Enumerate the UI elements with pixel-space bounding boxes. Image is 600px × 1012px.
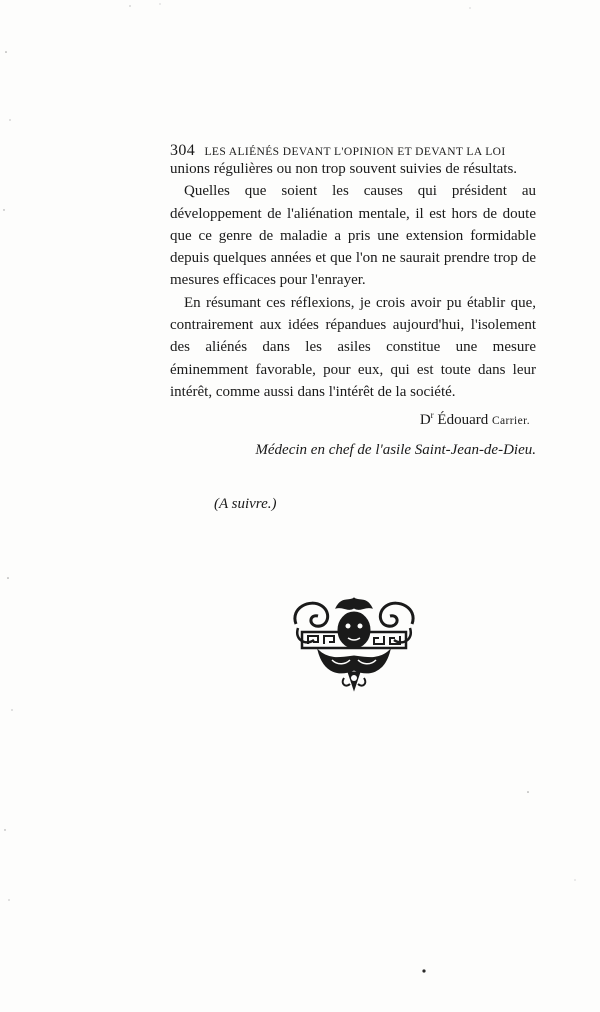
author-prefix-sup: r [430,410,434,420]
running-title: LES ALIÉNÉS DEVANT L'OPINION ET DEVANT LA LOI [204,146,506,158]
author-title: Médecin en chef de l'asile Saint-Jean-de-Dieu. [255,442,536,458]
author-first-name: Édouard [437,412,489,428]
body-text [170,158,536,403]
author-signature [170,412,536,429]
paragraph: En résumant ces réflexions, je crois avoir pu établir que, contrairement aux idées répandues aujourd'hui, l'isolement des aliénés dans les asiles constitue une mesure éminemment favorable, pour eux, qui est toute dans leur intérêt, comme aussi dans l'intérêt de la société. [170,294,536,400]
page-number: 304 [170,142,196,159]
paragraph-continuation: unions régulières ou non trop souvent suivies de résultats. [170,161,518,177]
paragraph: Quelles que soient les causes qui président au développement de l'aliénation mentale, il est hors de doute que ce genre de maladie a pris une extension formidable depuis quelques années et que l'on ne saurait prendre trop de mesures efficaces pour l'enrayer. [170,183,536,289]
author-last-name: Carrier. [491,415,530,427]
author-prefix: D [419,412,431,428]
tailpiece-ornament-icon [288,594,420,694]
to-be-continued: (A suivre.) [214,496,277,512]
